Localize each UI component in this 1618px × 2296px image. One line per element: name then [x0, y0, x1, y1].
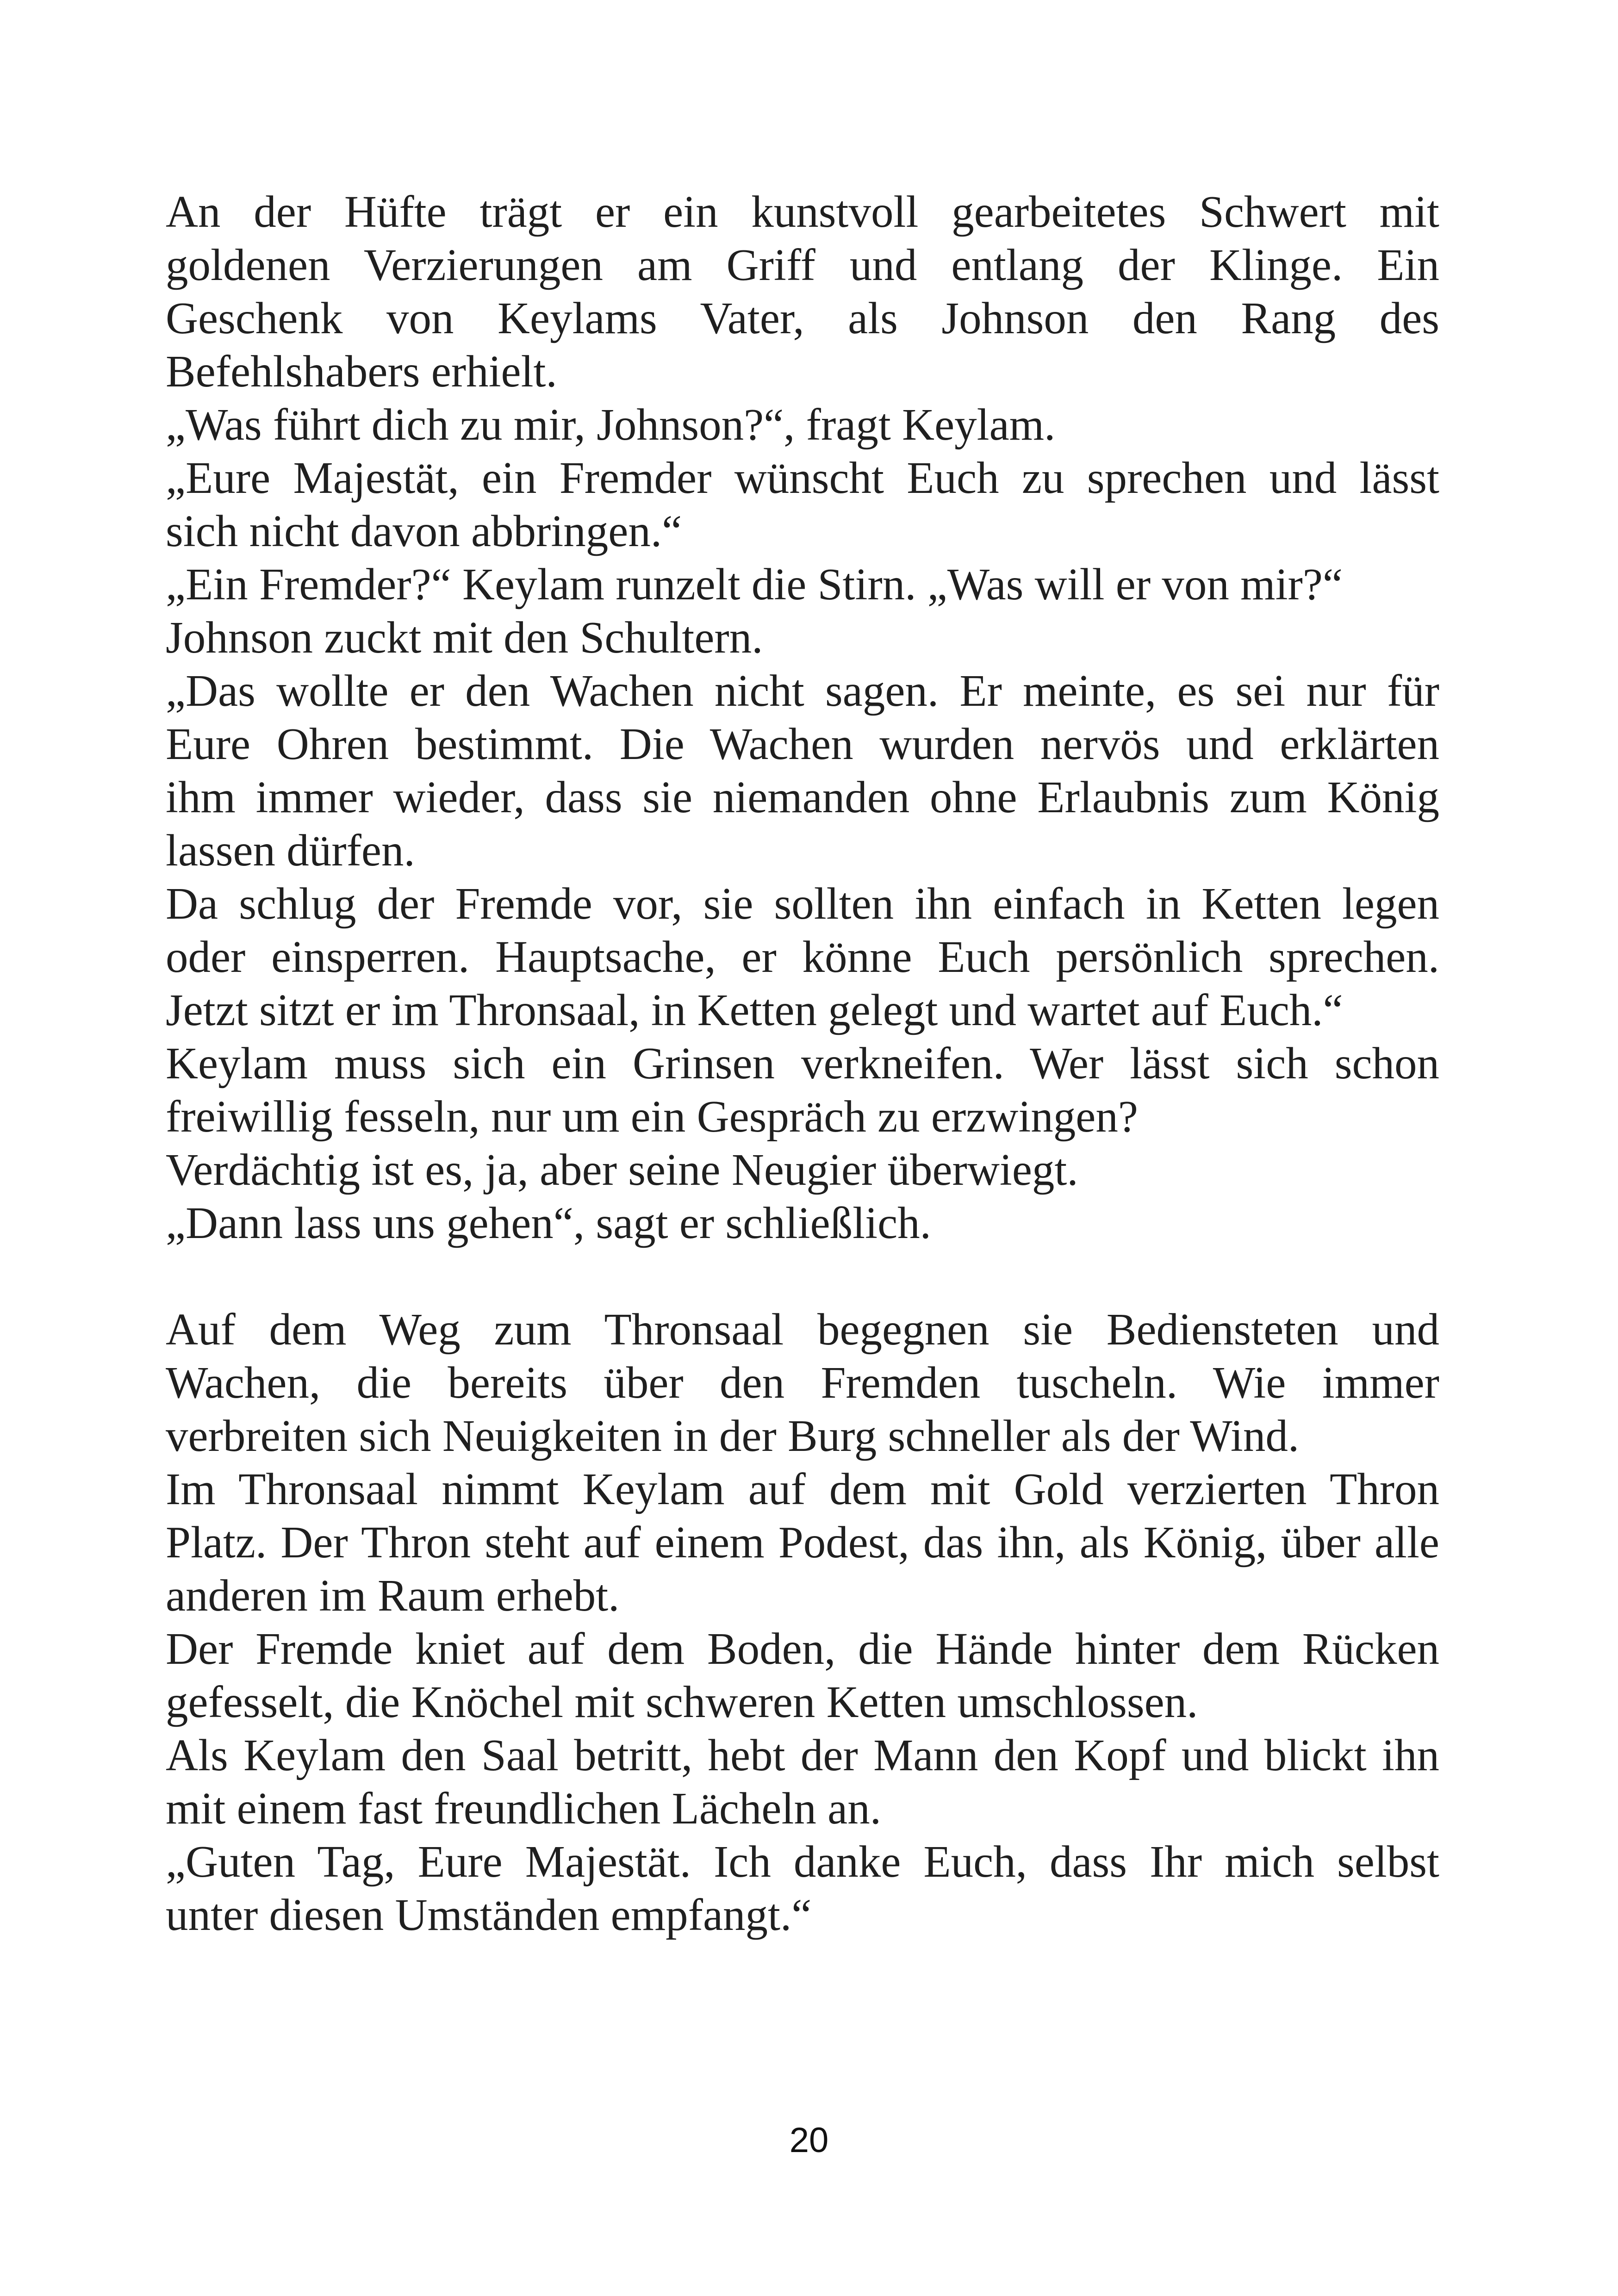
text-line: Auf dem Weg zum Thronsaal begegnen sie Bediensteten und	[166, 1305, 1439, 1354]
text-line: „Dann lass uns gehen“, sagt er schließlich.	[166, 1198, 931, 1248]
paragraph	[166, 185, 1439, 1250]
paragraph-gap	[166, 1250, 1439, 1303]
text-line: anderen im Raum erhebt.	[166, 1571, 620, 1620]
text-line: „Ein Fremder?“ Keylam runzelt die Stirn. „Was will er von mir?“	[166, 560, 1343, 609]
text-line: Der Fremde kniet auf dem Boden, die Hände hinter dem Rücken	[166, 1624, 1439, 1674]
text-line: „Was führt dich zu mir, Johnson?“, fragt Keylam.	[166, 400, 1056, 449]
text-line: lassen dürfen.	[166, 826, 415, 875]
page-body	[166, 185, 1439, 1941]
text-line: „Guten Tag, Eure Majestät. Ich danke Euch, dass Ihr mich selbst	[166, 1837, 1439, 1886]
text-line: oder einsperren. Hauptsache, er könne Euch persönlich sprechen.	[166, 932, 1439, 982]
text-line: Geschenk von Keylams Vater, als Johnson den Rang des	[166, 293, 1439, 343]
text-line: Verdächtig ist es, ja, aber seine Neugier überwiegt.	[166, 1145, 1078, 1195]
text-line: mit einem fast freundlichen Lächeln an.	[166, 1784, 881, 1833]
text-line: Wachen, die bereits über den Fremden tuscheln. Wie immer	[166, 1358, 1439, 1407]
page-number: 20	[789, 2121, 829, 2160]
text-line: Befehlshabers erhielt.	[166, 347, 557, 396]
text-line: freiwillig fesseln, nur um ein Gespräch zu erzwingen?	[166, 1092, 1138, 1141]
text-line: Da schlug der Fremde vor, sie sollten ihn einfach in Ketten legen	[166, 879, 1439, 928]
text-line: verbreiten sich Neuigkeiten in der Burg schneller als der Wind.	[166, 1411, 1300, 1461]
text-line: An der Hüfte trägt er ein kunstvoll gearbeitetes Schwert mit	[166, 187, 1439, 236]
text-line: ihm immer wieder, dass sie niemanden ohne Erlaubnis zum König	[166, 772, 1439, 822]
text-line: Johnson zuckt mit den Schultern.	[166, 613, 763, 662]
text-line: Platz. Der Thron steht auf einem Podest, das ihn, als König, über alle	[166, 1518, 1439, 1567]
text-line: „Eure Majestät, ein Fremder wünscht Euch zu sprechen und lässt	[166, 453, 1439, 503]
text-line: unter diesen Umständen empfangt.“	[166, 1890, 812, 1940]
paragraph	[166, 1303, 1439, 1941]
text-line: gefesselt, die Knöchel mit schweren Ketten umschlossen.	[166, 1677, 1198, 1727]
text-line: Im Thronsaal nimmt Keylam auf dem mit Gold verzierten Thron	[166, 1464, 1439, 1514]
text-line: Jetzt sitzt er im Thronsaal, in Ketten gelegt und wartet auf Euch.“	[166, 985, 1343, 1035]
text-line: goldenen Verzierungen am Griff und entlang der Klinge. Ein	[166, 240, 1439, 290]
text-line: sich nicht davon abbringen.“	[166, 506, 682, 556]
text-line: Als Keylam den Saal betritt, hebt der Mann den Kopf und blickt ihn	[166, 1730, 1439, 1780]
text-line: Keylam muss sich ein Grinsen verkneifen. Wer lässt sich schon	[166, 1039, 1439, 1088]
text-line: „Das wollte er den Wachen nicht sagen. Er meinte, es sei nur für	[166, 666, 1439, 716]
text-line: Eure Ohren bestimmt. Die Wachen wurden nervös und erklärten	[166, 719, 1439, 769]
